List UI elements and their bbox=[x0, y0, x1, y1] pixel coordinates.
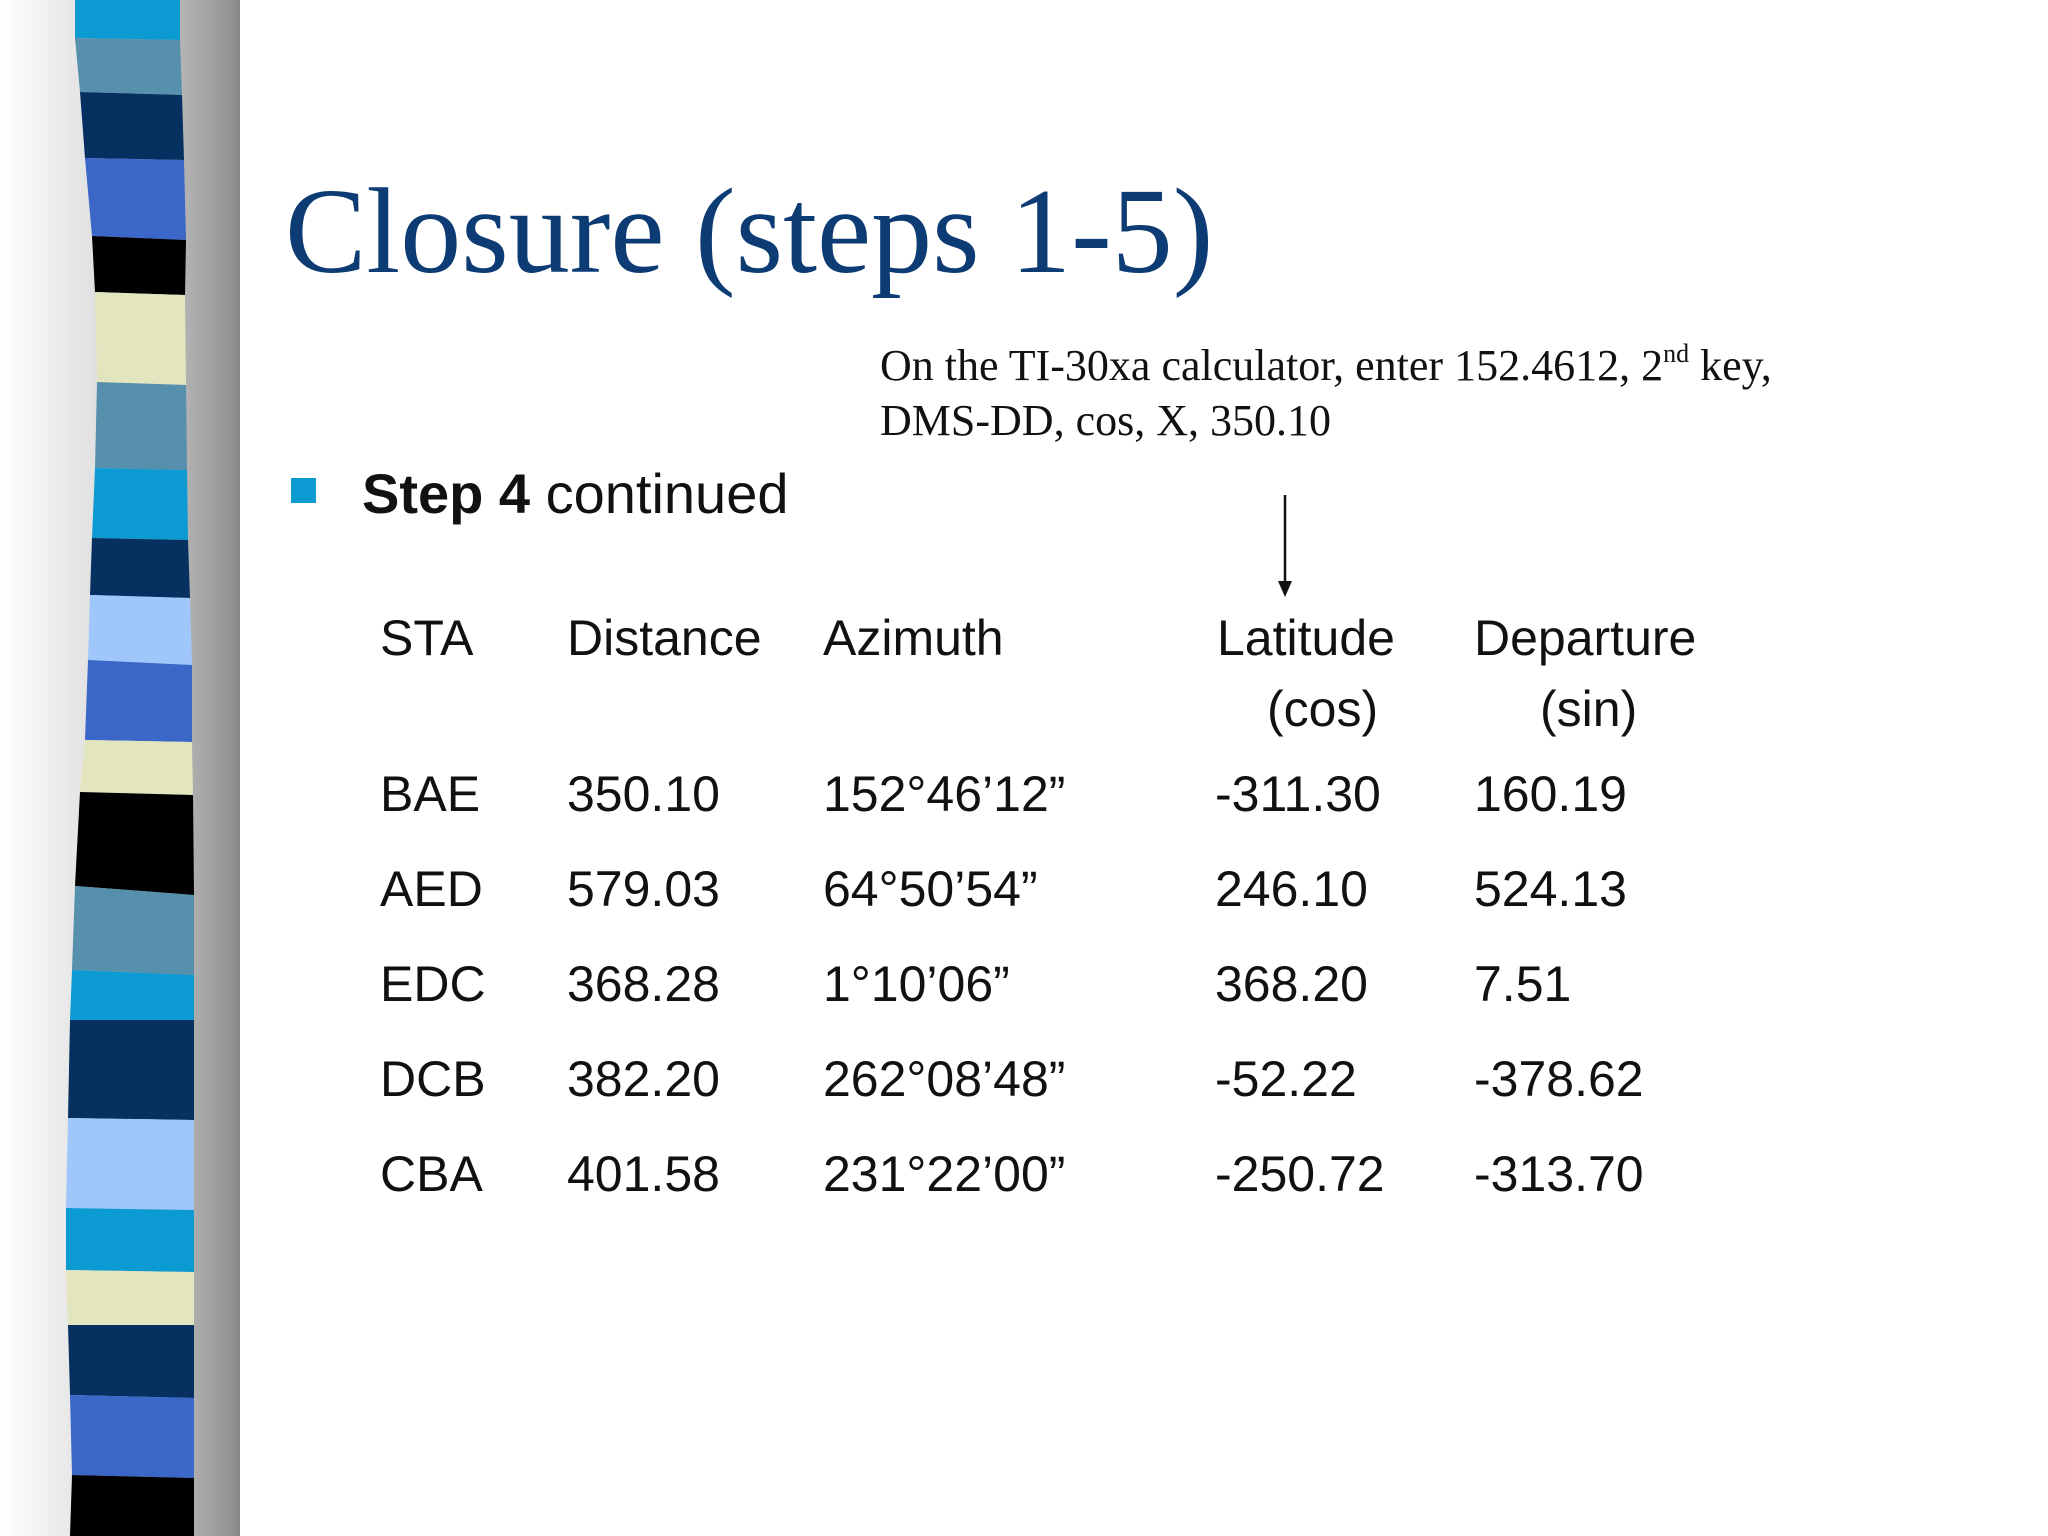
row-2-sta: EDC bbox=[380, 956, 486, 1012]
decorative-stripes bbox=[0, 0, 240, 1536]
header-distance: Distance bbox=[567, 610, 762, 666]
stripe bbox=[70, 1475, 194, 1536]
row-1-departure: 524.13 bbox=[1474, 861, 1627, 917]
row-2-departure: 7.51 bbox=[1474, 956, 1572, 1012]
row-0-distance: 350.10 bbox=[567, 766, 720, 822]
stripe bbox=[95, 382, 187, 470]
stripe bbox=[95, 292, 186, 385]
stripe bbox=[75, 0, 180, 40]
row-3-departure: -378.62 bbox=[1474, 1051, 1644, 1107]
stripe bbox=[66, 1270, 194, 1325]
row-4-azimuth: 231°22’00” bbox=[823, 1146, 1066, 1202]
stripe bbox=[90, 538, 190, 598]
stripe bbox=[75, 38, 182, 95]
stripe bbox=[92, 236, 186, 295]
header-latitude-sub: (cos) bbox=[1267, 681, 1379, 737]
note-line1-end: key, bbox=[1689, 341, 1772, 390]
bullet-rest: continued bbox=[530, 462, 789, 525]
row-2-distance: 368.28 bbox=[567, 956, 720, 1012]
row-3-sta: DCB bbox=[380, 1051, 486, 1107]
stripe bbox=[85, 660, 192, 742]
row-0-sta: BAE bbox=[380, 766, 481, 822]
row-4-sta: CBA bbox=[380, 1146, 483, 1202]
row-3-latitude: -52.22 bbox=[1215, 1051, 1357, 1107]
stripe bbox=[66, 1118, 194, 1210]
row-1-distance: 579.03 bbox=[567, 861, 720, 917]
note-line1: On the TI-30xa calculator, enter 152.4612, 2 bbox=[880, 341, 1664, 390]
row-0-azimuth: 152°46’12” bbox=[823, 766, 1066, 822]
stripe bbox=[80, 92, 184, 160]
row-4-latitude: -250.72 bbox=[1215, 1146, 1385, 1202]
header-departure: Departure bbox=[1474, 610, 1697, 666]
row-1-azimuth: 64°50’54” bbox=[823, 861, 1038, 917]
bullet-bold: Step 4 bbox=[362, 462, 531, 525]
header-latitude: Latitude bbox=[1217, 610, 1395, 666]
stripe bbox=[66, 1208, 194, 1272]
stripe bbox=[72, 886, 194, 975]
row-4-distance: 401.58 bbox=[567, 1146, 720, 1202]
calculator-note bbox=[880, 338, 1940, 448]
row-1-latitude: 246.10 bbox=[1215, 861, 1368, 917]
stripe bbox=[68, 1325, 194, 1398]
stripe bbox=[70, 1395, 194, 1478]
header-sta: STA bbox=[380, 610, 474, 666]
row-3-distance: 382.20 bbox=[567, 1051, 720, 1107]
note-line2: DMS-DD, cos, X, 350.10 bbox=[880, 396, 1331, 445]
stripe bbox=[80, 740, 193, 795]
down-arrow-icon bbox=[1270, 495, 1300, 600]
row-3-azimuth: 262°08’48” bbox=[823, 1051, 1066, 1107]
header-departure-sub: (sin) bbox=[1540, 681, 1638, 737]
header-azimuth: Azimuth bbox=[823, 610, 1004, 666]
stripe bbox=[75, 792, 194, 895]
stripe bbox=[88, 595, 192, 665]
stripe bbox=[68, 1020, 194, 1120]
row-2-azimuth: 1°10’06” bbox=[823, 956, 1010, 1012]
bullet-text bbox=[362, 462, 789, 526]
row-0-latitude: -311.30 bbox=[1215, 766, 1381, 822]
note-superscript: nd bbox=[1663, 339, 1690, 368]
row-2-latitude: 368.20 bbox=[1215, 956, 1368, 1012]
slide-title: Closure (steps 1-5) bbox=[285, 164, 1214, 299]
bullet-square-icon bbox=[291, 478, 316, 503]
row-1-sta: AED bbox=[380, 861, 483, 917]
row-4-departure: -313.70 bbox=[1474, 1146, 1644, 1202]
stripe bbox=[70, 970, 194, 1020]
stripe bbox=[92, 468, 188, 540]
row-0-departure: 160.19 bbox=[1474, 766, 1627, 822]
stripe bbox=[85, 158, 186, 240]
